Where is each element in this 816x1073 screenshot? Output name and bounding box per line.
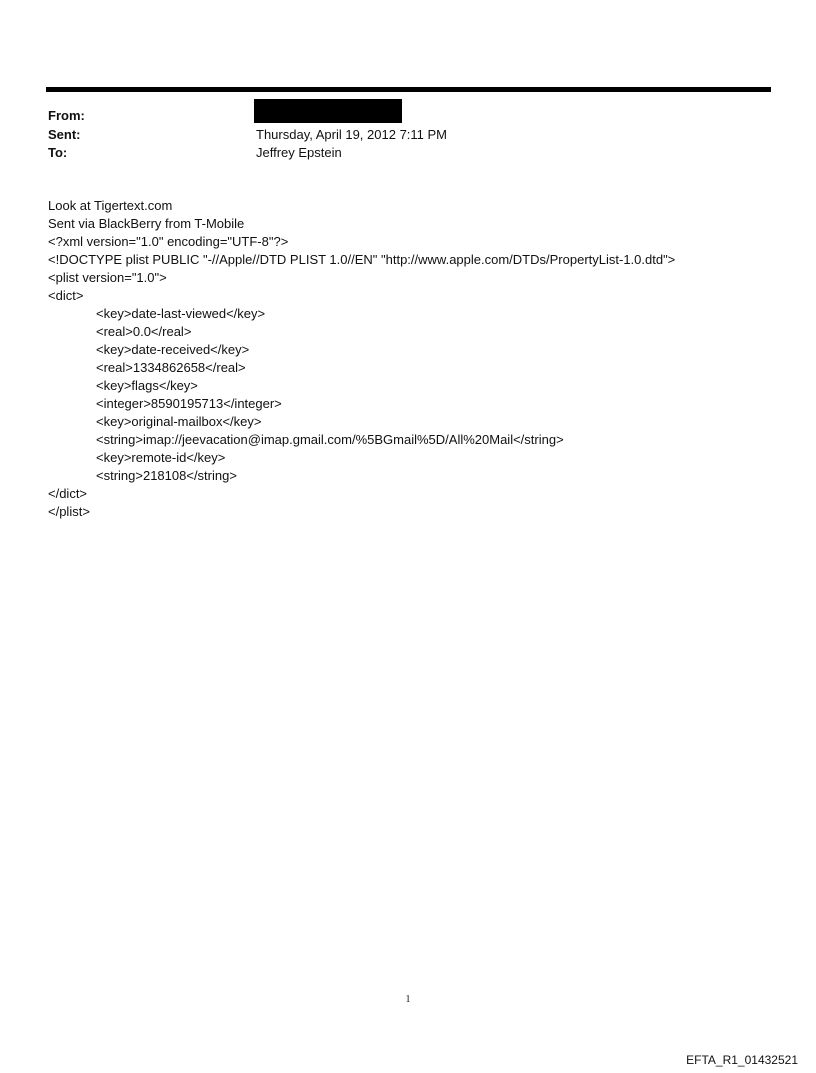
- body-line: <plist version="1.0">: [48, 270, 167, 285]
- sent-value: Thursday, April 19, 2012 7:11 PM: [256, 127, 448, 142]
- body-line: <!DOCTYPE plist PUBLIC "-//Apple//DTD PLIST 1.0//EN" "http://www.apple.com/DTDs/PropertyList-1.0.dtd">: [48, 252, 676, 267]
- body-line: Sent via BlackBerry from T-Mobile: [48, 216, 245, 231]
- redaction-box: [254, 99, 402, 123]
- body-line: <real>0.0</real>: [96, 324, 192, 339]
- body-line: <key>original-mailbox</key>: [96, 414, 262, 429]
- body-line: <?xml version="1.0" encoding="UTF-8"?>: [48, 234, 289, 249]
- sent-label: Sent:: [48, 127, 81, 142]
- page-number: 1: [405, 994, 411, 1005]
- body-line: <key>date-last-viewed</key>: [96, 306, 266, 321]
- email-body: [48, 197, 675, 521]
- body-line: <integer>8590195713</integer>: [96, 396, 282, 411]
- document-id: EFTA_R1_01432521: [686, 1053, 798, 1067]
- body-line: </plist>: [48, 504, 90, 519]
- body-line: <string>218108</string>: [96, 468, 237, 483]
- body-line: <dict>: [48, 288, 84, 303]
- body-line: <key>flags</key>: [96, 378, 198, 393]
- body-line: <key>date-received</key>: [96, 342, 250, 357]
- header-divider: [46, 87, 771, 92]
- body-line: <real>1334862658</real>: [96, 360, 246, 375]
- body-line: <string>imap://jeevacation@imap.gmail.com/%5BGmail%5D/All%20Mail</string>: [96, 432, 564, 447]
- body-line: </dict>: [48, 486, 88, 501]
- body-line: Look at Tigertext.com: [48, 198, 173, 213]
- from-label: From:: [48, 108, 85, 123]
- to-value: Jeffrey Epstein: [256, 145, 342, 160]
- to-label: To:: [48, 145, 68, 160]
- body-line: <key>remote-id</key>: [96, 450, 226, 465]
